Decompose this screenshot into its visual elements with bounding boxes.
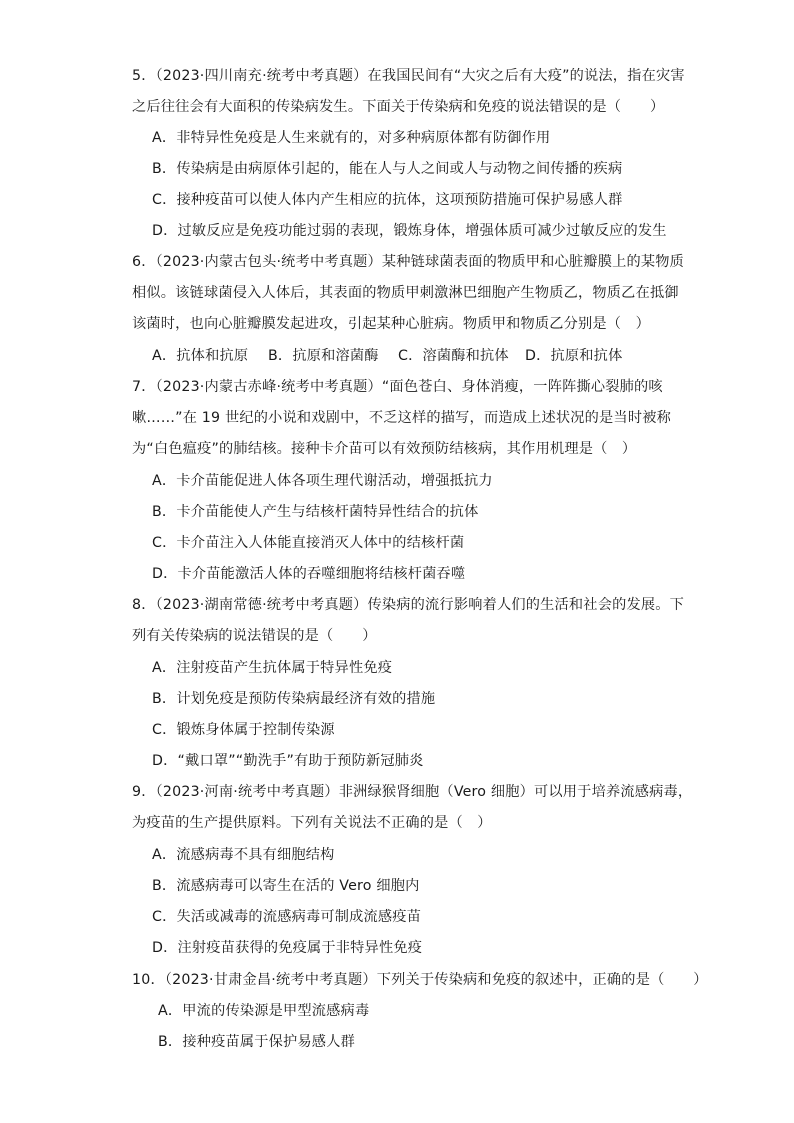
option-c: C．溶菌酶和抗体 [398,348,509,364]
option-c: C．失活或减毒的流感病毒可制成流感疫苗 [152,909,422,925]
question-stem-line: 5．（2023·四川南充·统考中考真题）在我国民间有“大灾之后有大疫”的说法，指在灾害 [132,68,685,84]
question-stem-line: 为“白色瘟疫”的肺结核。接种卡介苗可以有效预防结核病，其作用机理是（ ） [132,441,637,457]
option-b: B．抗原和溶菌酶 [268,348,379,364]
option-d: D．注射疫苗获得的免疫属于非特异性免疫 [152,940,423,956]
option-b: B．计划免疫是预防传染病最经济有效的措施 [152,691,436,707]
option-a: A．非特异性免疫是人生来就有的，对多种病原体都有防御作用 [152,130,551,146]
option-a: A．抗体和抗原 [152,348,249,364]
option-row [152,346,652,366]
option-b: B．接种疫苗属于保护易感人群 [158,1034,355,1050]
option-a: A．注射疫苗产生抗体属于特异性免疫 [152,660,393,676]
question-stem-line: 为疫苗的生产提供原料。下列有关说法不正确的是（ ） [132,815,492,831]
option-b: B．卡介苗能使人产生与结核杆菌特异性结合的抗体 [152,504,479,520]
option-a: A．卡介苗能促进人体各项生理代谢活动，增强抵抗力 [152,473,493,489]
option-a: A．甲流的传染源是甲型流感病毒 [158,1003,370,1019]
option-b: B．流感病毒可以寄生在活的 Vero 细胞内 [152,878,420,894]
question-stem-line: 10．（2023·甘肃金昌·统考中考真题）下列关于传染病和免疫的叙述中，正确的是（ ） [132,972,708,988]
question-stem-line: 9．（2023·河南·统考中考真题）非洲绿猴肾细胞（Vero 细胞）可以用于培养流感病毒， [132,784,693,800]
option-d: D．过敏反应是免疫功能过弱的表现，锻炼身体，增强体质可减少过敏反应的发生 [152,223,667,239]
question-stem-line: 该菌时，也向心脏瓣膜发起进攻，引起某种心脏病。物质甲和物质乙分别是（ ） [132,316,650,332]
question-stem-line: 6．（2023·内蒙古包头·统考中考真题）某种链球菌表面的物质甲和心脏瓣膜上的某物质 [132,254,685,270]
question-stem-line: 相似。该链球菌侵入人体后，其表面的物质甲刺激淋巴细胞产生物质乙，物质乙在抵御 [132,285,679,301]
option-c: C．卡介苗注入人体能直接消灭人体中的结核杆菌 [152,535,465,551]
option-c: C．接种疫苗可以使人体内产生相应的抗体，这项预防措施可保护易感人群 [152,192,623,208]
option-a: A．流感病毒不具有细胞结构 [152,847,335,863]
option-d: D．卡介苗能激活人体的吞噬细胞将结核杆菌吞噬 [152,566,466,582]
option-d: D．抗原和抗体 [525,348,623,364]
question-stem-line: 列有关传染病的说法错误的是（ ） [132,628,377,644]
question-stem-line: 7．（2023·内蒙古赤峰·统考中考真题）“面色苍白、身体消瘦，一阵阵撕心裂肺的咳 [132,379,663,395]
question-stem-line: 8．（2023·湖南常德·统考中考真题）传染病的流行影响着人们的生活和社会的发展。下 [132,597,685,613]
option-d: D．“戴口罩”“勤洗手”有助于预防新冠肺炎 [152,753,424,769]
question-stem-line: 嗽……”在 19 世纪的小说和戏剧中，不乏这样的描写，而造成上述状况的是当时被称 [132,410,671,426]
option-b: B．传染病是由病原体引起的，能在人与人之间或人与动物之间传播的疾病 [152,161,623,177]
question-stem-line: 之后往往会有大面积的传染病发生。下面关于传染病和免疫的说法错误的是（ ） [132,99,665,115]
option-c: C．锻炼身体属于控制传染源 [152,722,335,738]
